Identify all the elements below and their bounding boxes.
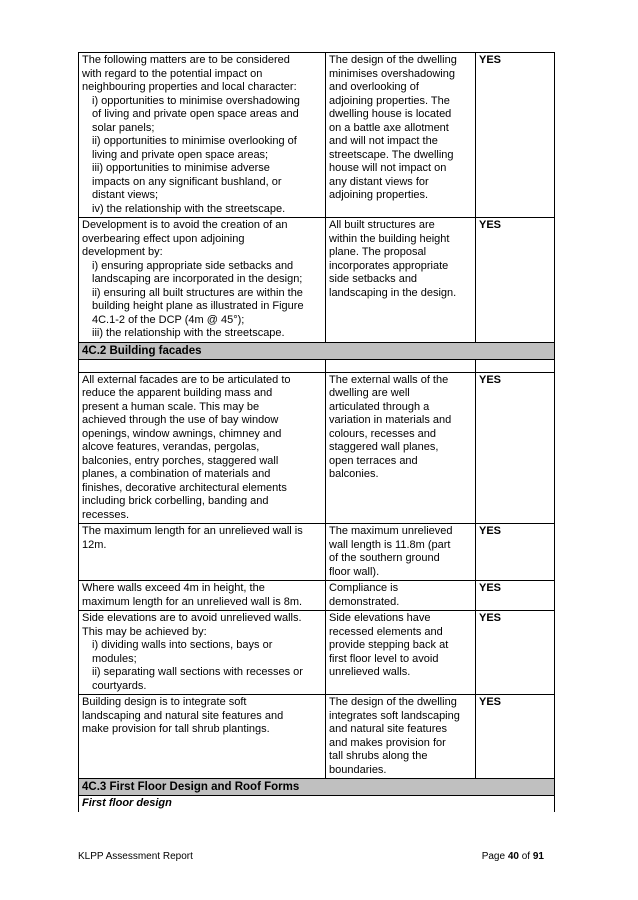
footer-report-title: KLPP Assessment Report bbox=[78, 851, 193, 862]
response-cell: All built structures are within the building height plane. The proposal incorporates appropriate side setbacks and landscaping in the design. bbox=[326, 218, 476, 343]
criteria-line: iii) opportunities to minimise adverse bbox=[92, 162, 270, 174]
criteria-line: 12m. bbox=[82, 538, 107, 551]
criteria-line: landscaping and natural site features and bbox=[82, 709, 284, 722]
criteria-line: distant views; bbox=[92, 189, 159, 201]
compliance-result: YES bbox=[476, 611, 555, 695]
criteria-line: iii) the relationship with the streetscape. bbox=[92, 327, 285, 339]
criteria-line: All external facades are to be articulated to bbox=[82, 373, 291, 386]
criteria-line: overbearing effect upon adjoining bbox=[82, 232, 245, 245]
compliance-result: YES bbox=[476, 372, 555, 524]
section-heading: 4C.3 First Floor Design and Roof Forms bbox=[79, 779, 555, 796]
response-cell: The design of the dwelling integrates soft landscaping and natural site features and makes provision for tall shrubs along the boundaries. bbox=[326, 695, 476, 779]
table-row bbox=[79, 524, 555, 581]
table-row bbox=[79, 581, 555, 611]
criteria-line: solar panels; bbox=[92, 121, 155, 134]
criteria-line: Side elevations are to avoid unrelieved walls. bbox=[82, 612, 302, 624]
criteria-line: The following matters are to be considered bbox=[82, 54, 290, 66]
criteria-line: with regard to the potential impact on bbox=[82, 67, 263, 80]
current-page: 40 bbox=[507, 851, 519, 862]
criteria-line: openings, window awnings, chimney and bbox=[82, 427, 282, 440]
criteria-line: The maximum length for an unrelieved wall is bbox=[82, 525, 303, 537]
criteria-line: 4C.1-2 of the DCP (4m @ 45°); bbox=[92, 313, 245, 326]
table-row bbox=[79, 611, 555, 695]
criteria-line: make provision for tall shrub plantings. bbox=[82, 723, 270, 735]
compliance-table bbox=[78, 52, 555, 812]
criteria-line: building height plane as illustrated in Figure bbox=[92, 300, 304, 312]
criteria-line: living and private open space areas; bbox=[92, 148, 269, 161]
criteria-line: iv) the relationship with the streetscape. bbox=[92, 202, 286, 215]
criteria-line: i) ensuring appropriate side setbacks and bbox=[92, 259, 294, 272]
criteria-line: i) dividing walls into sections, bays or bbox=[92, 639, 273, 651]
criteria-cell bbox=[79, 695, 326, 779]
subheading-row bbox=[79, 796, 555, 812]
table-row bbox=[79, 372, 555, 524]
criteria-line: present a human scale. This may be bbox=[82, 400, 260, 413]
criteria-line: including brick corbelling, banding and bbox=[82, 495, 269, 507]
criteria-line: Development is to avoid the creation of an bbox=[82, 219, 288, 231]
criteria-line: balconies, entry porches, staggered wall bbox=[82, 454, 279, 467]
table-row bbox=[79, 53, 555, 218]
criteria-line: alcove features, verandas, pergolas, bbox=[82, 441, 260, 453]
criteria-line: finishes, decorative architectural elements bbox=[82, 481, 287, 494]
response-cell: The design of the dwelling minimises overshadowing and overlooking of adjoining properties. The dwelling house is located on a battle axe allotment and will not impact the streetscape. The dwelling house will not impact on any distant views for adjoining properties. bbox=[326, 53, 476, 218]
criteria-line: ii) opportunities to minimise overlooking of bbox=[92, 135, 297, 147]
response-cell: Compliance is demonstrated. bbox=[326, 581, 476, 611]
total-pages: 91 bbox=[532, 851, 544, 862]
section-heading-row bbox=[79, 342, 555, 359]
response-cell: Side elevations have recessed elements and provide stepping back at first floor level to avoid unrelieved walls. bbox=[326, 611, 476, 695]
criteria-cell bbox=[79, 53, 326, 218]
criteria-line: achieved through the use of bay window bbox=[82, 414, 279, 426]
criteria-line: ii) separating wall sections with recesses or bbox=[92, 666, 303, 678]
compliance-result: YES bbox=[476, 53, 555, 218]
compliance-result: YES bbox=[476, 695, 555, 779]
criteria-line: recesses. bbox=[82, 508, 130, 521]
criteria-line: i) opportunities to minimise overshadowing bbox=[92, 94, 300, 107]
criteria-line: neighbouring properties and local character: bbox=[82, 81, 297, 93]
table-row bbox=[79, 695, 555, 779]
page-label: Page bbox=[481, 851, 506, 862]
criteria-line: maximum length for an unrelieved wall is 8m. bbox=[82, 595, 303, 608]
criteria-cell bbox=[79, 581, 326, 611]
subheading: First floor design bbox=[79, 796, 555, 812]
criteria-line: Building design is to integrate soft bbox=[82, 696, 247, 708]
criteria-line: This may be achieved by: bbox=[82, 625, 207, 638]
criteria-line: modules; bbox=[92, 652, 137, 665]
response-cell: The maximum unrelieved wall length is 11.8m (part of the southern ground floor wall). bbox=[326, 524, 476, 581]
criteria-cell bbox=[79, 218, 326, 343]
criteria-line: planes, a combination of materials and bbox=[82, 468, 271, 480]
criteria-line: Where walls exceed 4m in height, the bbox=[82, 582, 265, 594]
criteria-line: of living and private open space areas and bbox=[92, 108, 299, 120]
compliance-result: YES bbox=[476, 524, 555, 581]
response-cell: The external walls of the dwelling are well articulated through a variation in materials and colours, recesses and staggered wall planes, open terraces and balconies. bbox=[326, 372, 476, 524]
table-row bbox=[79, 218, 555, 343]
spacer-row bbox=[79, 359, 555, 372]
empty-cell bbox=[79, 359, 326, 372]
criteria-cell bbox=[79, 372, 326, 524]
criteria-line: ii) ensuring all built structures are within the bbox=[92, 286, 303, 299]
criteria-cell bbox=[79, 611, 326, 695]
criteria-line: development by: bbox=[82, 246, 163, 258]
criteria-line: impacts on any significant bushland, or bbox=[92, 175, 282, 188]
criteria-cell bbox=[79, 524, 326, 581]
compliance-result: YES bbox=[476, 581, 555, 611]
compliance-result: YES bbox=[476, 218, 555, 343]
criteria-line: courtyards. bbox=[92, 679, 147, 692]
page-of-label: of bbox=[521, 851, 531, 862]
criteria-line: landscaping are incorporated in the design; bbox=[92, 273, 303, 285]
section-heading-row bbox=[79, 779, 555, 796]
criteria-line: reduce the apparent building mass and bbox=[82, 387, 273, 399]
section-heading: 4C.2 Building facades bbox=[79, 342, 555, 359]
footer-page-number bbox=[482, 851, 544, 862]
empty-cell bbox=[326, 359, 476, 372]
empty-cell bbox=[476, 359, 555, 372]
